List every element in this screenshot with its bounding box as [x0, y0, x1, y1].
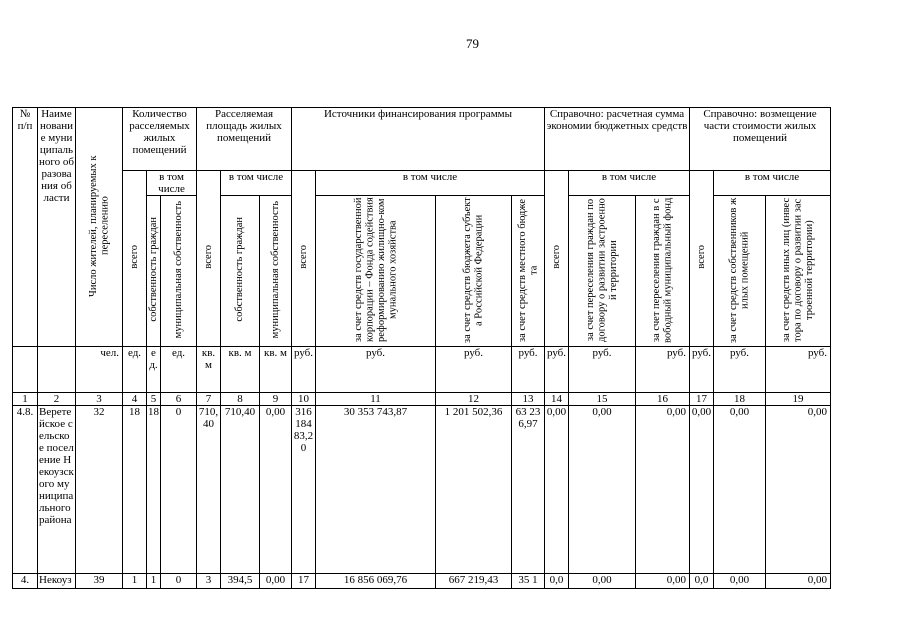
header-economy-total — [545, 171, 569, 347]
row-area-private: 710,40 — [221, 406, 260, 574]
header-resettle-free-fund — [636, 196, 690, 347]
unit-area-total: кв. м — [197, 347, 221, 393]
header-area-municipal-text: муниципальная собственность — [269, 200, 281, 339]
unit-fin-fund: руб. — [316, 347, 436, 393]
header-rooms-group: Количество расселяемых жилых помещений — [123, 108, 197, 171]
unit-eco-total: руб. — [545, 347, 569, 393]
row-comp-total: 0,00 — [690, 406, 714, 574]
column-number: 4 — [123, 393, 147, 406]
row-comp-owners: 0,00 — [714, 574, 766, 589]
column-number: 1 — [13, 393, 38, 406]
header-fund — [316, 196, 436, 347]
unit-eco-built: руб. — [569, 347, 636, 393]
column-number: 7 — [197, 393, 221, 406]
row-rooms-total: 18 — [123, 406, 147, 574]
column-numbers-row — [13, 393, 831, 406]
column-number: 6 — [161, 393, 197, 406]
header-compensation-incl: в том числе — [714, 171, 831, 196]
row-residents: 39 — [76, 574, 123, 589]
header-owners-funds — [714, 196, 766, 347]
header-resettle-built-up — [569, 196, 636, 347]
row-fin-fund: 30 353 743,87 — [316, 406, 436, 574]
unit-people: чел. — [76, 347, 123, 393]
row-comp-total: 0,0 — [690, 574, 714, 589]
row-area-total: 710,40 — [197, 406, 221, 574]
header-rooms-municipal — [161, 196, 197, 347]
header-name: Наименование муниципального образования области — [38, 108, 76, 347]
header-area-municipal — [260, 196, 292, 347]
resettlement-program-table — [12, 107, 831, 589]
header-area-private — [221, 196, 260, 347]
row-area-private: 394,5 — [221, 574, 260, 589]
column-number: 19 — [766, 393, 831, 406]
column-number: 15 — [569, 393, 636, 406]
header-compensation-total-text: всего — [695, 245, 707, 269]
column-number: 11 — [316, 393, 436, 406]
header-economy-incl: в том числе — [569, 171, 690, 196]
unit-fin-subject: руб. — [436, 347, 512, 393]
header-rooms-private-text: собственность граждан — [147, 217, 159, 322]
row-eco-free: 0,00 — [636, 406, 690, 574]
row-num: 4. — [13, 574, 38, 589]
header-rooms-municipal-text: муниципальная собственность — [172, 200, 184, 339]
units-row — [13, 347, 831, 393]
header-resettle-built-up-text: за счет переселения граждан по договору о развитии застроенной территории — [584, 197, 619, 342]
column-number: 12 — [436, 393, 512, 406]
header-rooms-total-text: всего — [128, 245, 140, 269]
header-area-incl: в том числе — [221, 171, 292, 196]
column-number: 5 — [147, 393, 161, 406]
row-rooms-private: 18 — [147, 406, 161, 574]
unit-comp-owners: руб. — [714, 347, 766, 393]
row-num: 4.8. — [13, 406, 38, 574]
table-row — [13, 406, 831, 574]
column-number: 17 — [690, 393, 714, 406]
header-subject-budget — [436, 196, 512, 347]
header-finance-group: Источники финансирования программы — [292, 108, 545, 171]
header-local-budget — [512, 196, 545, 347]
header-other-persons — [766, 196, 831, 347]
table-row — [13, 574, 831, 589]
row-comp-other: 0,00 — [766, 574, 831, 589]
page-number: 79 — [466, 36, 479, 51]
header-rooms-incl: в том числе — [147, 171, 197, 196]
header-subject-budget-text: за счет средств бюджета субъекта Российской Федерации — [462, 196, 485, 343]
header-area-total-text: всего — [202, 245, 214, 269]
header-compensation-group: Справочно: возмещение части стоимости жилых помещений — [690, 108, 831, 171]
header-area-group: Расселяемая площадь жилых помещений — [197, 108, 292, 171]
header-economy-total-text: всего — [550, 245, 562, 269]
row-residents: 32 — [76, 406, 123, 574]
column-number: 13 — [512, 393, 545, 406]
header-residents-text: Число жителей, планируемых к переселению — [87, 154, 110, 297]
column-number: 16 — [636, 393, 690, 406]
row-fin-subject: 667 219,43 — [436, 574, 512, 589]
unit-comp-total: руб. — [690, 347, 714, 393]
unit-area-municipal: кв. м — [260, 347, 292, 393]
row-name: Веретейское сельское поселение Некоузского муниципального района — [38, 406, 76, 574]
row-area-municipal: 0,00 — [260, 574, 292, 589]
row-rooms-municipal: 0 — [161, 574, 197, 589]
unit-fin-local: руб. — [512, 347, 545, 393]
column-number: 18 — [714, 393, 766, 406]
header-owners-funds-text: за счет средств собственников жилых помещений — [728, 196, 751, 343]
unit-rooms-total: ед. — [123, 347, 147, 393]
header-rooms-total — [123, 171, 147, 347]
row-rooms-municipal: 0 — [161, 406, 197, 574]
row-fin-local: 63 236,97 — [512, 406, 545, 574]
unit-rooms-private: ед. — [147, 347, 161, 393]
header-economy-group: Справочно: расчетная сумма экономии бюджетных средств — [545, 108, 690, 171]
header-area-total — [197, 171, 221, 347]
column-number: 14 — [545, 393, 569, 406]
row-fin-subject: 1 201 502,36 — [436, 406, 512, 574]
unit-fin-total: руб. — [292, 347, 316, 393]
row-eco-built: 0,00 — [569, 574, 636, 589]
unit-comp-other: руб. — [766, 347, 831, 393]
row-eco-total: 0,0 — [545, 574, 569, 589]
row-eco-built: 0,00 — [569, 406, 636, 574]
row-eco-total: 0,00 — [545, 406, 569, 574]
row-rooms-total: 1 — [123, 574, 147, 589]
header-fund-text: за счет средств государственной корпорации – Фонда содействия реформированию жилищно-коммунального хозяйства — [352, 197, 398, 342]
header-finance-total-text: всего — [297, 245, 309, 269]
unit-cell-2 — [38, 347, 76, 393]
column-number: 3 — [76, 393, 123, 406]
header-area-private-text: собственность граждан — [234, 217, 246, 322]
row-comp-owners: 0,00 — [714, 406, 766, 574]
header-num: № п/п — [13, 108, 38, 347]
row-fin-total: 17 — [292, 574, 316, 589]
unit-rooms-municipal: ед. — [161, 347, 197, 393]
row-fin-local: 35 1 — [512, 574, 545, 589]
column-number: 10 — [292, 393, 316, 406]
row-eco-free: 0,00 — [636, 574, 690, 589]
row-comp-other: 0,00 — [766, 406, 831, 574]
row-fin-total: 31618483,20 — [292, 406, 316, 574]
unit-cell-1 — [13, 347, 38, 393]
row-area-municipal: 0,00 — [260, 406, 292, 574]
header-other-persons-text: за счет средств иных лиц (инвестора по договору о развитии застроенной территории) — [780, 197, 815, 342]
header-local-budget-text: за счет средств местного бюджета — [516, 197, 539, 342]
header-finance-total — [292, 171, 316, 347]
unit-area-private: кв. м — [221, 347, 260, 393]
header-rooms-private — [147, 196, 161, 347]
header-residents — [76, 108, 123, 347]
row-fin-fund: 16 856 069,76 — [316, 574, 436, 589]
header-compensation-total — [690, 171, 714, 347]
row-rooms-private: 1 — [147, 574, 161, 589]
row-name: Некоуз — [38, 574, 76, 589]
column-number: 9 — [260, 393, 292, 406]
header-resettle-free-fund-text: за счет переселения граждан в свободный муниципальный фонд — [651, 196, 674, 343]
column-number: 8 — [221, 393, 260, 406]
row-area-total: 3 — [197, 574, 221, 589]
header-finance-incl: в том числе — [316, 171, 545, 196]
unit-eco-free: руб. — [636, 347, 690, 393]
column-number: 2 — [38, 393, 76, 406]
